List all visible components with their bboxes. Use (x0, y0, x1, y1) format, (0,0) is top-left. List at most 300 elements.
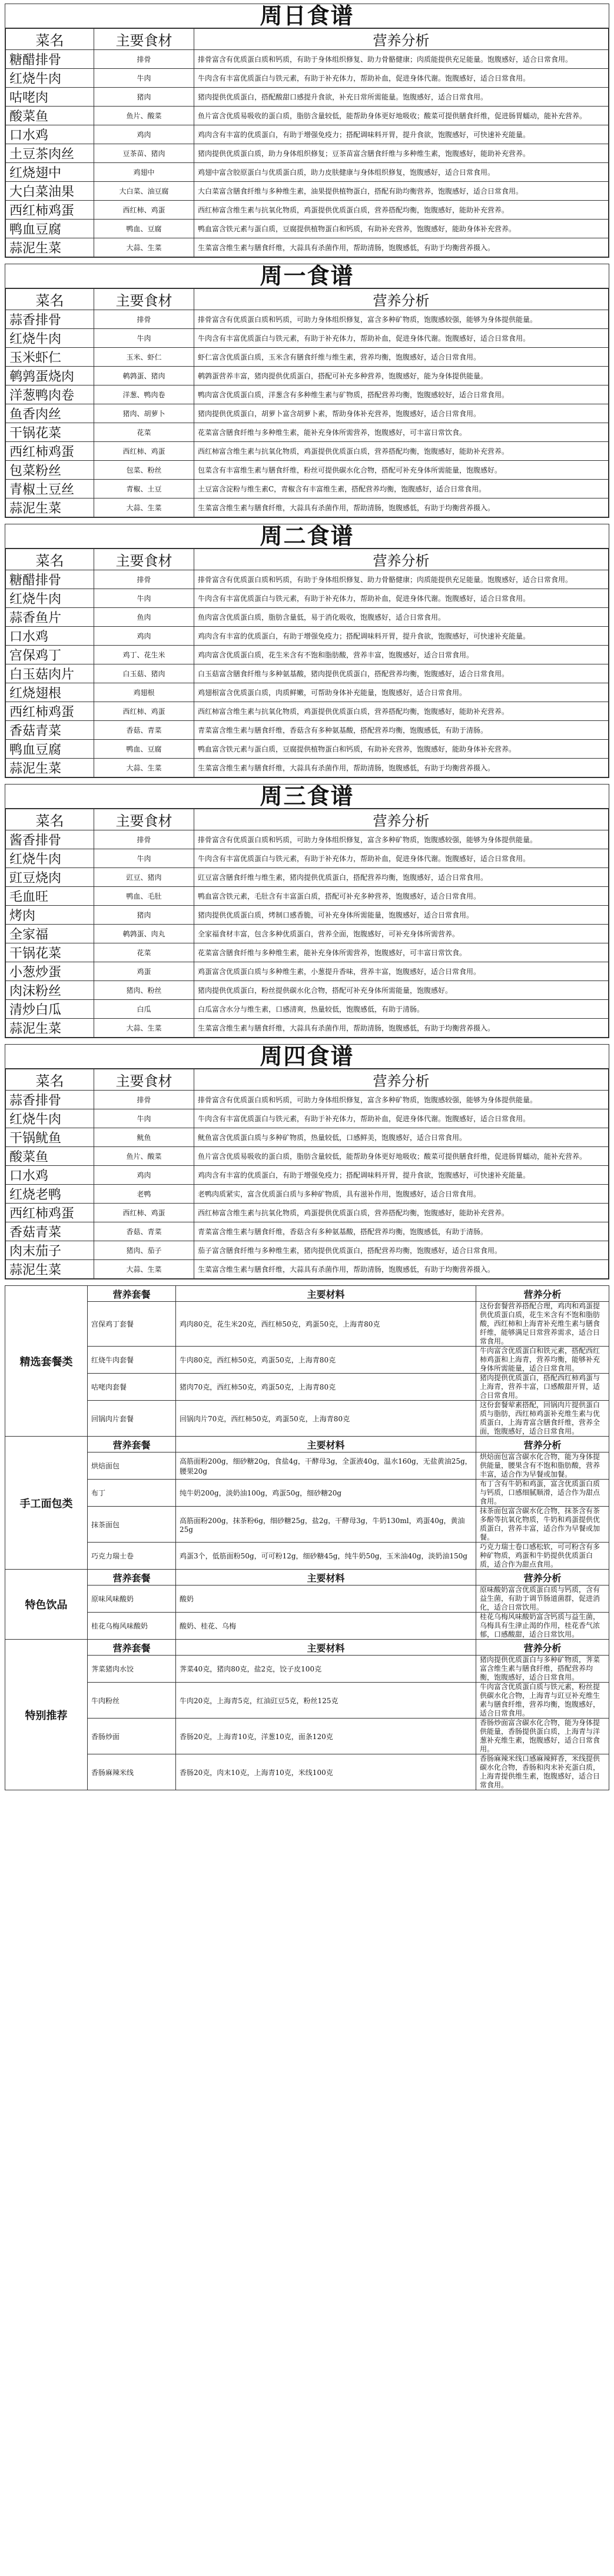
dish-name: 红烧牛肉 (6, 1109, 94, 1128)
dish-ingredients: 鸭血、豆腐 (94, 740, 194, 759)
table-row (6, 50, 609, 69)
dish-nutrition: 排骨富含有优质蛋白质和钙质，有助于身体组织修复、助力骨骼健康；肉质能提供充足能量。饱腹感好，适合日常食用。 (194, 50, 609, 69)
dish-name: 口水鸡 (6, 125, 94, 144)
table-row (6, 125, 609, 144)
table-row (6, 1222, 609, 1241)
dish-ingredients: 排骨 (94, 50, 194, 69)
dish-ingredients: 牛肉 (94, 329, 194, 348)
table-row (6, 1260, 609, 1279)
dish-name: 西红柿鸡蛋 (6, 201, 94, 220)
dish-ingredients: 鸡翅中 (94, 163, 194, 182)
dish-ingredients: 大蒜、生菜 (94, 1019, 194, 1038)
dish-ingredients: 西红柿、鸡蛋 (94, 1204, 194, 1222)
dish-nutrition: 茄子富含膳食纤维与多种维生素，猪肉提供优质蛋白，搭配营养均衡，饱腹感好，适合日常食用。 (194, 1241, 609, 1260)
menu-table (5, 288, 609, 517)
menu-table (5, 809, 609, 1038)
dish-name: 口水鸡 (6, 627, 94, 646)
special-materials: 香肠20克，上海青10克，洋葱10克，面条120克 (176, 1719, 476, 1754)
special-materials: 酸奶、桂花、乌梅 (176, 1613, 476, 1640)
dish-name: 蒜泥生菜 (6, 1019, 94, 1038)
table-row (5, 1719, 609, 1754)
dish-ingredients: 鱼片、酸菜 (94, 107, 194, 125)
dish-name: 白玉菇肉片 (6, 664, 94, 683)
dish-name: 糖醋排骨 (6, 570, 94, 589)
day-menu (5, 1044, 609, 1279)
special-name: 荠菜猪肉水饺 (88, 1656, 176, 1683)
dish-name: 包菜粉丝 (6, 461, 94, 480)
dish-name: 西红柿鸡蛋 (6, 702, 94, 721)
dish-ingredients: 包菜、粉丝 (94, 461, 194, 480)
dish-nutrition: 牛肉含有丰富优质蛋白与铁元素，有助于补充体力，帮助补血，促进身体代谢。饱腹感好，适合日常食用。 (194, 329, 609, 348)
special-materials: 鸡肉80克，花生米20克，西红柿50克，鸡蛋50克，上海青80克 (176, 1302, 476, 1347)
table-row (6, 404, 609, 423)
column-header: 主要食材 (94, 809, 194, 830)
table-row (6, 589, 609, 608)
dish-nutrition: 老鸭肉质紧实，富含优质蛋白质与多种矿物质，具有滋补作用，饱腹感好，适合日常食用。 (194, 1185, 609, 1204)
dish-ingredients: 猪肉 (94, 906, 194, 925)
dish-name: 红烧翅中 (6, 163, 94, 182)
special-nutrition: 香肠炒面富含碳水化合物，能为身体提供能量，香肠提供蛋白质，上海青与洋葱补充维生素，饱腹感好，适合日常食用。 (476, 1719, 609, 1754)
dish-name: 酸菜鱼 (6, 1147, 94, 1166)
dish-name: 酱香排骨 (6, 830, 94, 849)
special-nutrition: 牛肉富含优质蛋白质与铁元素，粉丝提供碳水化合物，上海青与豇豆补充维生素与膳食纤维，营养均衡，饱腹感好，适合日常食用。 (476, 1683, 609, 1719)
dish-nutrition: 花菜富含膳食纤维与多种维生素，能补充身体所需营养，饱腹感好，可丰富日常饮食。 (194, 943, 609, 962)
table-row (6, 201, 609, 220)
dish-nutrition: 生菜富含维生素与膳食纤维，大蒜具有杀菌作用，帮助清肠，饱腹感低，有助于均衡营养摄入。 (194, 759, 609, 777)
table-row (6, 683, 609, 702)
table-row (5, 1302, 609, 1347)
special-materials: 猪肉70克，西红柿50克，鸡蛋50克，上海青80克 (176, 1374, 476, 1401)
column-header: 菜名 (6, 809, 94, 830)
dish-nutrition: 鹌鹑蛋营养丰富，猪肉提供优质蛋白，搭配可补充多种营养，饱腹感好，能为身体提供能量。 (194, 367, 609, 385)
specials-section (5, 1285, 609, 1790)
special-name: 烘焙面包 (88, 1452, 176, 1480)
dish-name: 鱼香肉丝 (6, 404, 94, 423)
special-nutrition: 牛肉富含优质蛋白和铁元素，搭配西红柿鸡蛋和上海青，营养均衡，能够补充身体所需能量，适合日常食用。 (476, 1347, 609, 1374)
dish-nutrition: 生菜富含维生素与膳食纤维，大蒜具有杀菌作用，帮助清肠，饱腹感低，有助于均衡营养摄入。 (194, 1260, 609, 1279)
table-row (5, 1401, 609, 1437)
table-row (6, 627, 609, 646)
special-name: 巧克力瑞士卷 (88, 1543, 176, 1570)
column-header: 菜名 (6, 289, 94, 310)
dish-ingredients: 白瓜 (94, 1000, 194, 1019)
dish-nutrition: 牛肉含有丰富优质蛋白与铁元素，有助于补充体力，帮助补血，促进身体代谢。饱腹感好，适合日常食用。 (194, 589, 609, 608)
table-row (6, 849, 609, 868)
dish-nutrition: 鸡蛋富含优质蛋白质与多种维生素，小葱提升香味，营养丰富，饱腹感好，适合日常食用。 (194, 962, 609, 981)
dish-name: 西红柿鸡蛋 (6, 1204, 94, 1222)
special-name: 红烧牛肉套餐 (88, 1347, 176, 1374)
table-row (6, 423, 609, 442)
table-row (6, 962, 609, 981)
dish-nutrition: 牛肉含有丰富优质蛋白与铁元素，有助于补充体力，帮助补血，促进身体代谢。饱腹感好，适合日常食用。 (194, 69, 609, 88)
dish-name: 肉沫粉丝 (6, 981, 94, 1000)
special-nutrition: 桂花乌梅风味酸奶富含钙质与益生菌，乌梅具有生津止渴的作用，桂花香气浓郁，口感酸甜，适合日常饮用。 (476, 1613, 609, 1640)
special-name: 香肠炒面 (88, 1719, 176, 1754)
dish-name: 宫保鸡丁 (6, 646, 94, 664)
dish-ingredients: 大蒜、生菜 (94, 238, 194, 257)
table-row (6, 1241, 609, 1260)
dish-ingredients: 猪肉、粉丝 (94, 981, 194, 1000)
dish-ingredients: 鸭血、豆腐 (94, 220, 194, 238)
dish-nutrition: 青菜富含维生素与膳食纤维，香菇含有多种氨基酸，搭配营养均衡，饱腹感低，有助于清肠。 (194, 721, 609, 740)
dish-ingredients: 排骨 (94, 570, 194, 589)
dish-nutrition: 西红柿富含维生素与抗氧化物质，鸡蛋提供优质蛋白质，营养搭配均衡，饱腹感好，能助补充营养。 (194, 442, 609, 461)
table-row (6, 329, 609, 348)
table-row (6, 442, 609, 461)
dish-nutrition: 鸡肉含有丰富的优质蛋白，有助于增强免疫力；搭配调味料开胃，提升食欲，饱腹感好，可快速补充能量。 (194, 1166, 609, 1185)
table-row (6, 1166, 609, 1185)
column-header: 主要材料 (176, 1570, 476, 1586)
column-header: 营养套餐 (88, 1286, 176, 1302)
dish-nutrition: 猪肉提供优质蛋白，粉丝提供碳水化合物，搭配可补充身体所需能量，饱腹感好。 (194, 981, 609, 1000)
table-row (6, 981, 609, 1000)
table-row (6, 1185, 609, 1204)
table-row (6, 887, 609, 906)
dish-name: 蒜泥生菜 (6, 1260, 94, 1279)
column-header: 营养套餐 (88, 1437, 176, 1452)
table-row (6, 943, 609, 962)
table-row (6, 480, 609, 498)
day-menu (5, 264, 609, 518)
special-materials: 高筋面粉200g，细砂糖20g，食盐4g，干酵母3g，全蛋液40g，温水160g，无盐黄油25g，腰果20g (176, 1452, 476, 1480)
table-row (6, 1204, 609, 1222)
dish-nutrition: 鸭血富含铁元素，毛肚含有丰富蛋白质，搭配可补充多种营养，饱腹感好，适合日常食用。 (194, 887, 609, 906)
table-row (6, 367, 609, 385)
dish-nutrition: 猪肉提供优质蛋白质，助力身体组织修复；豆茶苗富含膳食纤维与多种维生素，饱腹感好，能助补充营养。 (194, 144, 609, 163)
dish-name: 红烧翅根 (6, 683, 94, 702)
dish-name: 毛血旺 (6, 887, 94, 906)
table-row (6, 144, 609, 163)
special-materials: 荠菜40克，猪肉80克，盐2克，饺子皮100克 (176, 1656, 476, 1683)
dish-ingredients: 洋葱、鸭肉卷 (94, 385, 194, 404)
dish-ingredients: 牛肉 (94, 1109, 194, 1128)
dish-name: 蒜泥生菜 (6, 238, 94, 257)
column-header: 菜名 (6, 29, 94, 50)
dish-name: 土豆茶肉丝 (6, 144, 94, 163)
table-row (6, 570, 609, 589)
table-row (5, 1683, 609, 1719)
table-row (5, 1543, 609, 1570)
dish-ingredients: 牛肉 (94, 69, 194, 88)
table-row (6, 1091, 609, 1109)
dish-nutrition: 全家福食材丰富，包含多种优质蛋白，营养全面，饱腹感好，可补充身体所需营养。 (194, 925, 609, 943)
header-row (6, 29, 609, 50)
dish-nutrition: 鱼片富含优质易吸收的蛋白质，脂肪含量较低，能帮助身体更好地吸收；酸菜可提供膳食纤维，促进肠胃蠕动，能补充营养。 (194, 1147, 609, 1166)
dish-ingredients: 西红柿、鸡蛋 (94, 442, 194, 461)
dish-ingredients: 鸡肉 (94, 125, 194, 144)
special-nutrition: 香肠麻辣米线口感麻辣鲜香，米线提供碳水化合物，香肠和肉末补充蛋白质，上海青提供维生素，饱腹感好，适合日常食用。 (476, 1754, 609, 1790)
table-row (6, 759, 609, 777)
table-row (5, 1452, 609, 1480)
dish-name: 烤肉 (6, 906, 94, 925)
dish-name: 青椒土豆丝 (6, 480, 94, 498)
dish-name: 蒜香排骨 (6, 310, 94, 329)
special-materials: 酸奶 (176, 1586, 476, 1613)
dish-nutrition: 西红柿富含维生素与抗氧化物质，鸡蛋提供优质蛋白质，营养搭配均衡，饱腹感好，能助补充营养。 (194, 702, 609, 721)
dish-ingredients: 牛肉 (94, 589, 194, 608)
dish-nutrition: 生菜富含维生素与膳食纤维，大蒜具有杀菌作用，帮助清肠，饱腹感低，有助于均衡营养摄入。 (194, 498, 609, 517)
menu-table (5, 1069, 609, 1279)
table-row (6, 310, 609, 329)
table-row (6, 1000, 609, 1019)
dish-nutrition: 白玉菇富含膳食纤维与多种氨基酸，猪肉提供优质蛋白，搭配营养均衡，饱腹感好，适合日常食用。 (194, 664, 609, 683)
header-row (6, 809, 609, 830)
special-materials: 高筋面粉200g，抹茶粉6g，细砂糖25g，盐2g，干酵母3g，牛奶130ml，鸡蛋40g，黄油25g (176, 1507, 476, 1543)
dish-nutrition: 鸡翅根富含优质蛋白质，肉质鲜嫩，可帮助身体补充能量，饱腹感好，适合日常食用。 (194, 683, 609, 702)
dish-ingredients: 鸭血、毛肚 (94, 887, 194, 906)
dish-nutrition: 猪肉提供优质蛋白，胡萝卜富含胡萝卜素，帮助身体补充营养，饱腹感好，适合日常食用。 (194, 404, 609, 423)
special-materials: 纯牛奶200g，淡奶油100g，鸡蛋50g，细砂糖20g (176, 1480, 476, 1507)
table-row (5, 1754, 609, 1790)
dish-ingredients: 大蒜、生菜 (94, 759, 194, 777)
dish-ingredients: 花菜 (94, 423, 194, 442)
dish-name: 洋葱鸭肉卷 (6, 385, 94, 404)
dish-name: 口水鸡 (6, 1166, 94, 1185)
special-materials: 香肠20克，肉末10克，上海青10克，米线100克 (176, 1754, 476, 1790)
dish-name: 蒜香鱼片 (6, 608, 94, 627)
table-row (6, 107, 609, 125)
column-header: 主要材料 (176, 1286, 476, 1302)
dish-ingredients: 鸡丁、花生米 (94, 646, 194, 664)
column-header: 营养分析 (476, 1570, 609, 1586)
special-nutrition: 抹茶面包富含碳水化合物，抹茶含有茶多酚等抗氧化物质，牛奶和鸡蛋提供优质蛋白，营养丰富，适合作为早餐或加餐。 (476, 1507, 609, 1543)
column-header: 营养分析 (476, 1286, 609, 1302)
dish-ingredients: 花菜 (94, 943, 194, 962)
special-category: 特别推荐 (5, 1640, 88, 1790)
header-row (6, 549, 609, 570)
dish-nutrition: 牛肉含有丰富优质蛋白与铁元素，有助于补充体力，帮助补血，促进身体代谢。饱腹感好，适合日常食用。 (194, 1109, 609, 1128)
dish-nutrition: 鸭血富含铁元素与蛋白质，豆腐提供植物蛋白和钙质，有助补充营养，饱腹感好，能助身体补充营养。 (194, 740, 609, 759)
dish-nutrition: 鸭肉富含优质蛋白质，洋葱含有多种维生素与矿物质，搭配营养均衡，饱腹感较好，适合日常食用。 (194, 385, 609, 404)
dish-name: 玉米虾仁 (6, 348, 94, 367)
dish-nutrition: 西红柿富含维生素与抗氧化物质，鸡蛋提供优质蛋白质，营养搭配均衡，饱腹感好，能助补充营养。 (194, 201, 609, 220)
dish-name: 蒜香排骨 (6, 1091, 94, 1109)
dish-ingredients: 排骨 (94, 830, 194, 849)
dish-ingredients: 西红柿、鸡蛋 (94, 702, 194, 721)
table-row (6, 740, 609, 759)
dish-ingredients: 鱿鱼 (94, 1128, 194, 1147)
column-header: 主要食材 (94, 29, 194, 50)
header-row (6, 1069, 609, 1091)
dish-ingredients: 大白菜、油豆腐 (94, 182, 194, 201)
dish-name: 香菇青菜 (6, 1222, 94, 1241)
special-name: 回锅肉片套餐 (88, 1401, 176, 1437)
column-header: 营养分析 (194, 289, 609, 310)
column-header: 主要材料 (176, 1437, 476, 1452)
dish-nutrition: 鱼片富含优质易吸收的蛋白质，脂肪含量较低，能帮助身体更好地吸收；酸菜可提供膳食纤维，促进肠胃蠕动，能补充营养。 (194, 107, 609, 125)
dish-nutrition: 猪肉提供优质蛋白，搭配酸甜口感提升食欲，补充日常所需能量。饱腹感好，适合日常食用。 (194, 88, 609, 107)
dish-nutrition: 青菜富含维生素与膳食纤维，香菇含有多种氨基酸，搭配营养均衡，饱腹感低，有助于清肠。 (194, 1222, 609, 1241)
dish-name: 红烧牛肉 (6, 69, 94, 88)
dish-name: 红烧牛肉 (6, 589, 94, 608)
column-header: 营养分析 (194, 1069, 609, 1091)
dish-nutrition: 生菜富含维生素与膳食纤维，大蒜具有杀菌作用，帮助清肠，饱腹感低，有助于均衡营养摄入。 (194, 1019, 609, 1038)
table-row (6, 830, 609, 849)
dish-name: 红烧老鸭 (6, 1185, 94, 1204)
dish-ingredients: 鹌鹑蛋、肉丸 (94, 925, 194, 943)
day-menu (5, 4, 609, 258)
dish-nutrition: 鱿鱼富含优质蛋白质与多种矿物质，热量较低，口感鲜美，饱腹感好，适合日常食用。 (194, 1128, 609, 1147)
dish-ingredients: 豇豆、猪肉 (94, 868, 194, 887)
table-row (6, 220, 609, 238)
header-row (5, 1570, 609, 1586)
dish-name: 咕咾肉 (6, 88, 94, 107)
special-category: 特色饮品 (5, 1570, 88, 1640)
dish-name: 鸭血豆腐 (6, 740, 94, 759)
table-row (5, 1586, 609, 1613)
table-row (5, 1374, 609, 1401)
dish-nutrition: 排骨富含有优质蛋白质和钙质，可助力身体组织修复，富含多种矿物质，饱腹感较强，能够为身体提供能量。 (194, 1091, 609, 1109)
table-row (6, 238, 609, 257)
dish-nutrition: 虾仁富含优质蛋白质，玉米含有膳食纤维与维生素，营养均衡，饱腹感好，适合日常食用。 (194, 348, 609, 367)
dish-name: 香菇青菜 (6, 721, 94, 740)
dish-ingredients: 大蒜、生菜 (94, 1260, 194, 1279)
dish-nutrition: 包菜含有丰富维生素与膳食纤维，粉丝可提供碳水化合物，搭配可补充身体所需能量，饱腹感好。 (194, 461, 609, 480)
dish-ingredients: 鱼片、酸菜 (94, 1147, 194, 1166)
special-name: 桂花乌梅风味酸奶 (88, 1613, 176, 1640)
dish-name: 鸭血豆腐 (6, 220, 94, 238)
dish-ingredients: 猪肉、胡萝卜 (94, 404, 194, 423)
column-header: 营养分析 (476, 1640, 609, 1656)
column-header: 菜名 (6, 1069, 94, 1091)
day-menu (5, 784, 609, 1038)
special-name: 牛肉粉丝 (88, 1683, 176, 1719)
dish-name: 小葱炒蛋 (6, 962, 94, 981)
header-row (5, 1437, 609, 1452)
special-nutrition: 巧克力瑞士卷口感松软，可可粉含有多种矿物质，鸡蛋和牛奶提供优质蛋白质，适合作为甜点食用。 (476, 1543, 609, 1570)
table-row (6, 88, 609, 107)
dish-ingredients: 豆茶苗、猪肉 (94, 144, 194, 163)
dish-name: 蒜泥生菜 (6, 759, 94, 777)
dish-ingredients: 白玉菇、猪肉 (94, 664, 194, 683)
dish-ingredients: 玉米、虾仁 (94, 348, 194, 367)
header-row (5, 1286, 609, 1302)
special-nutrition: 布丁含有牛奶和鸡蛋，富含优质蛋白质与钙质，口感细腻顺滑，适合作为甜点食用。 (476, 1480, 609, 1507)
dish-name: 西红柿鸡蛋 (6, 442, 94, 461)
dish-name: 干锅花菜 (6, 423, 94, 442)
dish-name: 清炒白瓜 (6, 1000, 94, 1019)
table-row (5, 1507, 609, 1543)
table-row (6, 1109, 609, 1128)
dish-nutrition: 牛肉含有丰富优质蛋白与铁元素，有助于补充体力，帮助补血，促进身体代谢。饱腹感好，适合日常食用。 (194, 849, 609, 868)
column-header: 营养套餐 (88, 1640, 176, 1656)
special-name: 原味风味酸奶 (88, 1586, 176, 1613)
special-nutrition: 猪肉提供优质蛋白，搭配西红柿鸡蛋与上海青，营养丰富，口感酸甜开胃，适合日常食用。 (476, 1374, 609, 1401)
table-row (5, 1656, 609, 1683)
table-row (6, 925, 609, 943)
dish-name: 红烧牛肉 (6, 849, 94, 868)
special-nutrition: 这份套餐营养搭配合理，鸡肉和鸡蛋提供优质蛋白质，花生米含有不饱和脂肪酸，西红柿和上海青补充维生素与膳食纤维，能够满足日常营养需求，适合日常食用。 (476, 1302, 609, 1347)
dish-name: 鹌鹑蛋烧肉 (6, 367, 94, 385)
table-row (6, 182, 609, 201)
dish-ingredients: 鸡肉 (94, 1166, 194, 1185)
table-row (6, 702, 609, 721)
dish-name: 大白菜油果 (6, 182, 94, 201)
column-header: 主要食材 (94, 289, 194, 310)
table-row (6, 69, 609, 88)
dish-nutrition: 西红柿富含维生素与抗氧化物质，鸡蛋提供优质蛋白质，营养搭配均衡，饱腹感好，能助补充营养。 (194, 1204, 609, 1222)
dish-nutrition: 白瓜富含水分与维生素，口感清爽，热量较低，饱腹感低，有助于清肠。 (194, 1000, 609, 1019)
dish-nutrition: 排骨富含有优质蛋白质和钙质，有助于身体组织修复、助力骨骼健康；肉质能提供充足能量。饱腹感好，适合日常食用。 (194, 570, 609, 589)
dish-ingredients: 西红柿、鸡蛋 (94, 201, 194, 220)
dish-nutrition: 豇豆富含膳食纤维与维生素，猪肉提供优质蛋白，搭配营养均衡，饱腹感好，适合日常食用。 (194, 868, 609, 887)
table-row (6, 906, 609, 925)
table-row (6, 498, 609, 517)
table-row (5, 1613, 609, 1640)
special-materials: 回锅肉片70克，西红柿50克，鸡蛋50克，上海青80克 (176, 1401, 476, 1437)
dish-name: 干锅鱿鱼 (6, 1128, 94, 1147)
dish-ingredients: 猪肉、茄子 (94, 1241, 194, 1260)
dish-name: 糖醋排骨 (6, 50, 94, 69)
dish-name: 干锅花菜 (6, 943, 94, 962)
column-header: 主要材料 (176, 1640, 476, 1656)
weekly-menus (5, 4, 609, 1279)
dish-name: 红烧牛肉 (6, 329, 94, 348)
special-materials: 牛肉20克，上海青5克，红油豇豆5克，粉丝125克 (176, 1683, 476, 1719)
day-menu (5, 524, 609, 778)
special-name: 咕咾肉套餐 (88, 1374, 176, 1401)
dish-ingredients: 香菇、青菜 (94, 721, 194, 740)
table-row (6, 163, 609, 182)
dish-name: 蒜泥生菜 (6, 498, 94, 517)
column-header: 营养分析 (194, 549, 609, 570)
dish-name: 全家福 (6, 925, 94, 943)
special-name: 香肠麻辣米线 (88, 1754, 176, 1790)
table-row (5, 1347, 609, 1374)
table-row (6, 608, 609, 627)
dish-nutrition: 鸭血富含铁元素与蛋白质，豆腐提供植物蛋白和钙质，有助补充营养，饱腹感好，能助身体补充营养。 (194, 220, 609, 238)
dish-nutrition: 鸡肉含有丰富的优质蛋白，有助于增强免疫力；搭配调味料开胃，提升食欲，饱腹感好，可快速补充能量。 (194, 627, 609, 646)
column-header: 营养分析 (194, 29, 609, 50)
dish-ingredients: 老鸭 (94, 1185, 194, 1204)
column-header: 菜名 (6, 549, 94, 570)
dish-nutrition: 鱼肉富含优质蛋白质，脂肪含量低，易于消化吸收，饱腹感好，适合日常食用。 (194, 608, 609, 627)
dish-ingredients: 鸡肉 (94, 627, 194, 646)
special-materials: 鸡蛋3个，低筋面粉50g，可可粉12g，细砂糖45g，纯牛奶50g，玉米油40g，淡奶油150g (176, 1543, 476, 1570)
special-name: 宫保鸡丁套餐 (88, 1302, 176, 1347)
table-row (6, 1147, 609, 1166)
table-row (5, 1480, 609, 1507)
dish-ingredients: 鱼肉 (94, 608, 194, 627)
special-name: 抹茶面包 (88, 1507, 176, 1543)
table-row (6, 664, 609, 683)
dish-nutrition: 排骨富含有优质蛋白质和钙质，可助力身体组织修复，富含多种矿物质，饱腹感较强，能够为身体提供能量。 (194, 310, 609, 329)
dish-ingredients: 鹌鹑蛋、猪肉 (94, 367, 194, 385)
table-row (6, 461, 609, 480)
dish-ingredients: 鸡翅根 (94, 683, 194, 702)
column-header: 主要食材 (94, 1069, 194, 1091)
menu-table (5, 549, 609, 777)
table-row (6, 1019, 609, 1038)
dish-nutrition: 鸡肉含有丰富的优质蛋白，有助于增强免疫力；搭配调味料开胃，提升食欲，饱腹感好，可快速补充能量。 (194, 125, 609, 144)
day-title: 周一食谱 (5, 264, 609, 288)
special-category: 精选套餐类 (5, 1286, 88, 1437)
special-nutrition: 烘焙面包富含碳水化合物，能为身体提供能量，腰果含有不饱和脂肪酸，营养丰富，适合作为早餐或加餐。 (476, 1452, 609, 1480)
day-title: 周日食谱 (5, 4, 609, 28)
special-nutrition: 猪肉提供优质蛋白与多种矿物质，荠菜富含维生素与膳食纤维，搭配营养均衡，饱腹感好，适合日常食用。 (476, 1656, 609, 1683)
dish-nutrition: 排骨富含有优质蛋白质和钙质，可助力身体组织修复，富含多种矿物质，饱腹感较强，能够为身体提供能量。 (194, 830, 609, 849)
table-row (6, 868, 609, 887)
dish-nutrition: 猪肉提供优质蛋白质，烤制口感香脆，可补充身体所需能量，饱腹感好，适合日常食用。 (194, 906, 609, 925)
dish-ingredients: 排骨 (94, 1091, 194, 1109)
column-header: 主要食材 (94, 549, 194, 570)
column-header: 营养分析 (476, 1437, 609, 1452)
dish-ingredients: 排骨 (94, 310, 194, 329)
dish-ingredients: 大蒜、生菜 (94, 498, 194, 517)
dish-nutrition: 鸡肉富含优质蛋白质，花生米含有不饱和脂肪酸，营养丰富，饱腹感好，适合日常食用。 (194, 646, 609, 664)
special-nutrition: 原味酸奶富含优质蛋白质与钙质，含有益生菌，有助于调节肠道菌群，促进消化，适合日常饮用。 (476, 1586, 609, 1613)
special-name: 布丁 (88, 1480, 176, 1507)
